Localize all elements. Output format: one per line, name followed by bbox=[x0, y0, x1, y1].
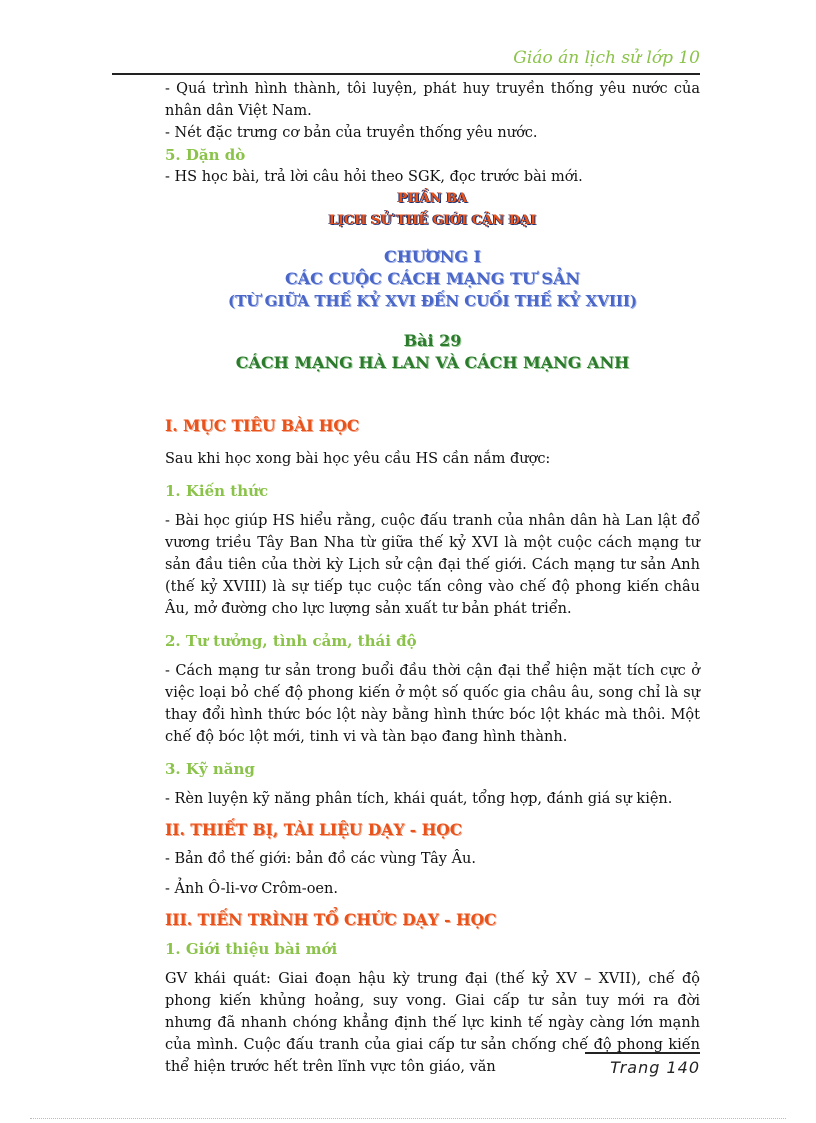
section3-sub1-text: GV khái quát: Giai đoạn hậu kỳ trung đại (thế kỷ XV – XVII), chế độ phong kiến khủng hoảng, suy vong. Giai cấp tư sản tuy mới ra đời nhưng đã nhanh chóng khẳng định thế lực kinh tế ngày càng lớn mạnh của mình. Cuộc đấu tranh của giai cấp tư sản chống chế độ phong kiến thể hiện trước hết trên lĩnh vực tôn giáo, văn bbox=[165, 971, 700, 1075]
bullet-item: - Nét đặc trưng cơ bản của truyền thống yêu nước. bbox=[165, 125, 538, 141]
section2-item2: - Ảnh Ô-li-vơ Crôm-oen. bbox=[165, 881, 338, 897]
page-content bbox=[165, 78, 700, 1078]
section1-sub1-text: - Bài học giúp HS hiểu rằng, cuộc đấu tranh của nhân dân hà Lan lật đổ vương triều Tây Ban Nha từ giữa thế kỷ XVI là một cuộc cách mạng tư sản đầu tiên của thời kỳ Lịch sử cận đại thế giới. Cách mạng tư sản Anh (thế kỷ XVIII) là sự tiếp tục cuộc tấn công vào chế độ phong kiến châu Âu, mở đường cho lực lượng sản xuất tư bản phát triển. bbox=[165, 513, 700, 617]
lesson-title: CÁCH MẠNG HÀ LAN VÀ CÁCH MẠNG ANH bbox=[235, 353, 630, 372]
chapter-subtitle: (TỪ GIỮA THẾ KỶ XVI ĐẾN CUỐI THẾ KỶ XVIII) bbox=[228, 292, 637, 310]
page-header bbox=[112, 48, 700, 75]
page-footer bbox=[585, 1052, 700, 1077]
section1-sub3-text: - Rèn luyện kỹ năng phân tích, khái quát, tổng hợp, đánh giá sự kiện. bbox=[165, 791, 673, 807]
section2-item1: - Bản đồ thế giới: bản đồ các vùng Tây Âu. bbox=[165, 851, 477, 867]
section1-sub2-text: - Cách mạng tư sản trong buổi đầu thời cận đại thể hiện mặt tích cực ở việc loại bỏ chế độ phong kiến ở một số quốc gia châu âu, song chỉ là sự thay đổi hình thức bóc lột này bằng hình thức bóc lột khác mà thôi. Một chế độ bóc lột mới, tinh vi và tàn bạo đang hình thành. bbox=[165, 663, 700, 745]
part-title-line2: LỊCH SỬ THẾ GIỚI CẬN ĐẠI bbox=[328, 213, 537, 228]
section1-intro: Sau khi học xong bài học yêu cầu HS cần nắm được: bbox=[165, 451, 551, 467]
part-title-line1: PHẦN BA bbox=[397, 191, 468, 206]
bullet-item: - Quá trình hình thành, tôi luyện, phát huy truyền thống yêu nước của nhân dân Việt Nam. bbox=[165, 81, 700, 119]
section1-sub3-heading: 3. Kỹ năng bbox=[165, 760, 255, 778]
section3-heading: III. TIẾN TRÌNH TỔ CHỨC DẠY - HỌC bbox=[165, 910, 497, 929]
section1-heading: I. MỤC TIÊU BÀI HỌC bbox=[165, 416, 360, 435]
chapter-number: CHƯƠNG I bbox=[383, 247, 482, 266]
page-bottom-divider bbox=[30, 1118, 786, 1119]
section3-sub1-heading: 1. Giới thiệu bài mới bbox=[165, 940, 338, 958]
dando-heading: 5. Dặn dò bbox=[165, 146, 246, 164]
section2-heading: II. THIẾT BỊ, TÀI LIỆU DẠY - HỌC bbox=[165, 820, 463, 839]
chapter-title: CÁC CUỘC CÁCH MẠNG TƯ SẢN bbox=[285, 269, 580, 288]
header-title: Giáo án lịch sử lớp 10 bbox=[513, 48, 700, 68]
page-number: Trang 140 bbox=[610, 1058, 700, 1077]
section1-sub1-heading: 1. Kiến thức bbox=[165, 482, 269, 500]
section1-sub2-heading: 2. Tư tưởng, tình cảm, thái độ bbox=[165, 632, 417, 650]
lesson-number: Bài 29 bbox=[403, 331, 462, 350]
dando-text: - HS học bài, trả lời câu hỏi theo SGK, đọc trước bài mới. bbox=[165, 169, 583, 185]
